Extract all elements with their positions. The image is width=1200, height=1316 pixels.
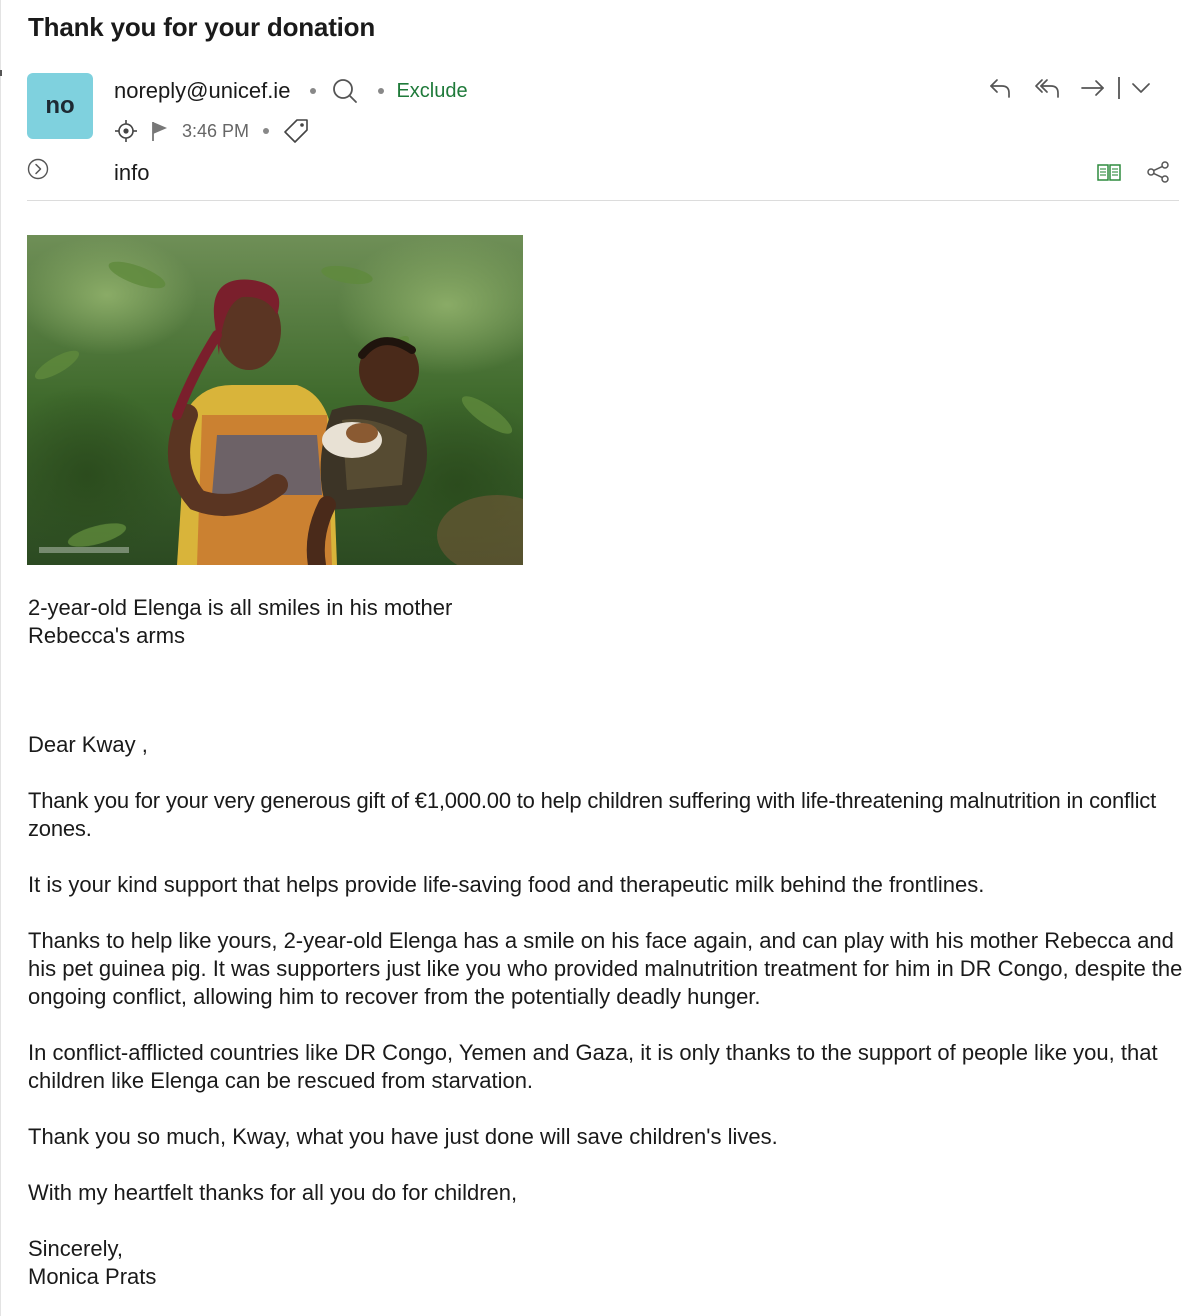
message-actions [988,76,1152,100]
body-paragraph-1: Thank you for your very generous gift of €1,000.00 to help children suffering with life-threatening malnutrition in conflict zones. [28,788,1156,841]
sender-address[interactable]: noreply@unicef.ie [114,78,291,103]
chevron-right-circle-icon[interactable] [27,158,49,180]
body-paragraph-2: It is your kind support that helps provide life-saving food and therapeutic milk behind the frontlines. [28,872,985,897]
search-icon[interactable] [332,78,358,104]
email-photo [27,235,523,565]
header-divider [27,200,1179,201]
left-edge-border [0,0,1,1316]
left-edge-marker [0,70,2,76]
email-subject: Thank you for your donation [28,12,376,42]
share-icon[interactable] [1146,160,1170,184]
separator-dot [263,128,269,134]
separator-dot [310,88,316,94]
sender-avatar[interactable] [27,73,93,139]
body-paragraph-3: Thanks to help like yours, 2-year-old Elenga has a smile on his face again, and can play with his mother Rebecca and his pet guinea pig. It was supporters just like you who provided malnutrition treatment for him in DR Congo, despite the ongoing conflict, allowing him to recover from the potentially deadly hunger. [28,928,1183,1009]
greeting: Dear Kway , [28,732,148,757]
body-paragraph-4: In conflict-afflicted countries like DR Congo, Yemen and Gaza, it is only thanks to the support of people like you, that children like Elenga can be rescued from starvation. [28,1040,1158,1093]
signature-name: Monica Prats [28,1264,157,1289]
chevron-down-icon[interactable] [1130,77,1152,99]
expand-details[interactable] [27,158,49,185]
email-body [28,731,1188,1291]
received-time: 3:46 PM [182,120,250,141]
view-actions [1096,160,1170,184]
meta-row [114,117,309,145]
reply-icon[interactable] [988,76,1012,100]
target-icon[interactable] [114,119,138,143]
book-icon[interactable] [1096,160,1122,184]
forward-icon[interactable] [1080,76,1106,100]
signoff: Sincerely, [28,1236,123,1261]
separator-dot [378,88,384,94]
body-paragraph-6: With my heartfelt thanks for all you do for children, [28,1180,518,1205]
image-caption: 2-year-old Elenga is all smiles in his mother Rebecca's arms [28,595,453,648]
avatar-initials: no [45,92,75,119]
tag-icon[interactable] [283,118,309,144]
flag-icon[interactable] [150,119,170,143]
folder-label[interactable]: info [114,160,150,185]
reply-all-icon[interactable] [1034,76,1060,100]
exclude-link[interactable]: Exclude [396,79,468,102]
sender-row [114,76,468,106]
actions-separator [1118,77,1120,99]
body-paragraph-5: Thank you so much, Kway, what you have just done will save children's lives. [28,1124,778,1149]
